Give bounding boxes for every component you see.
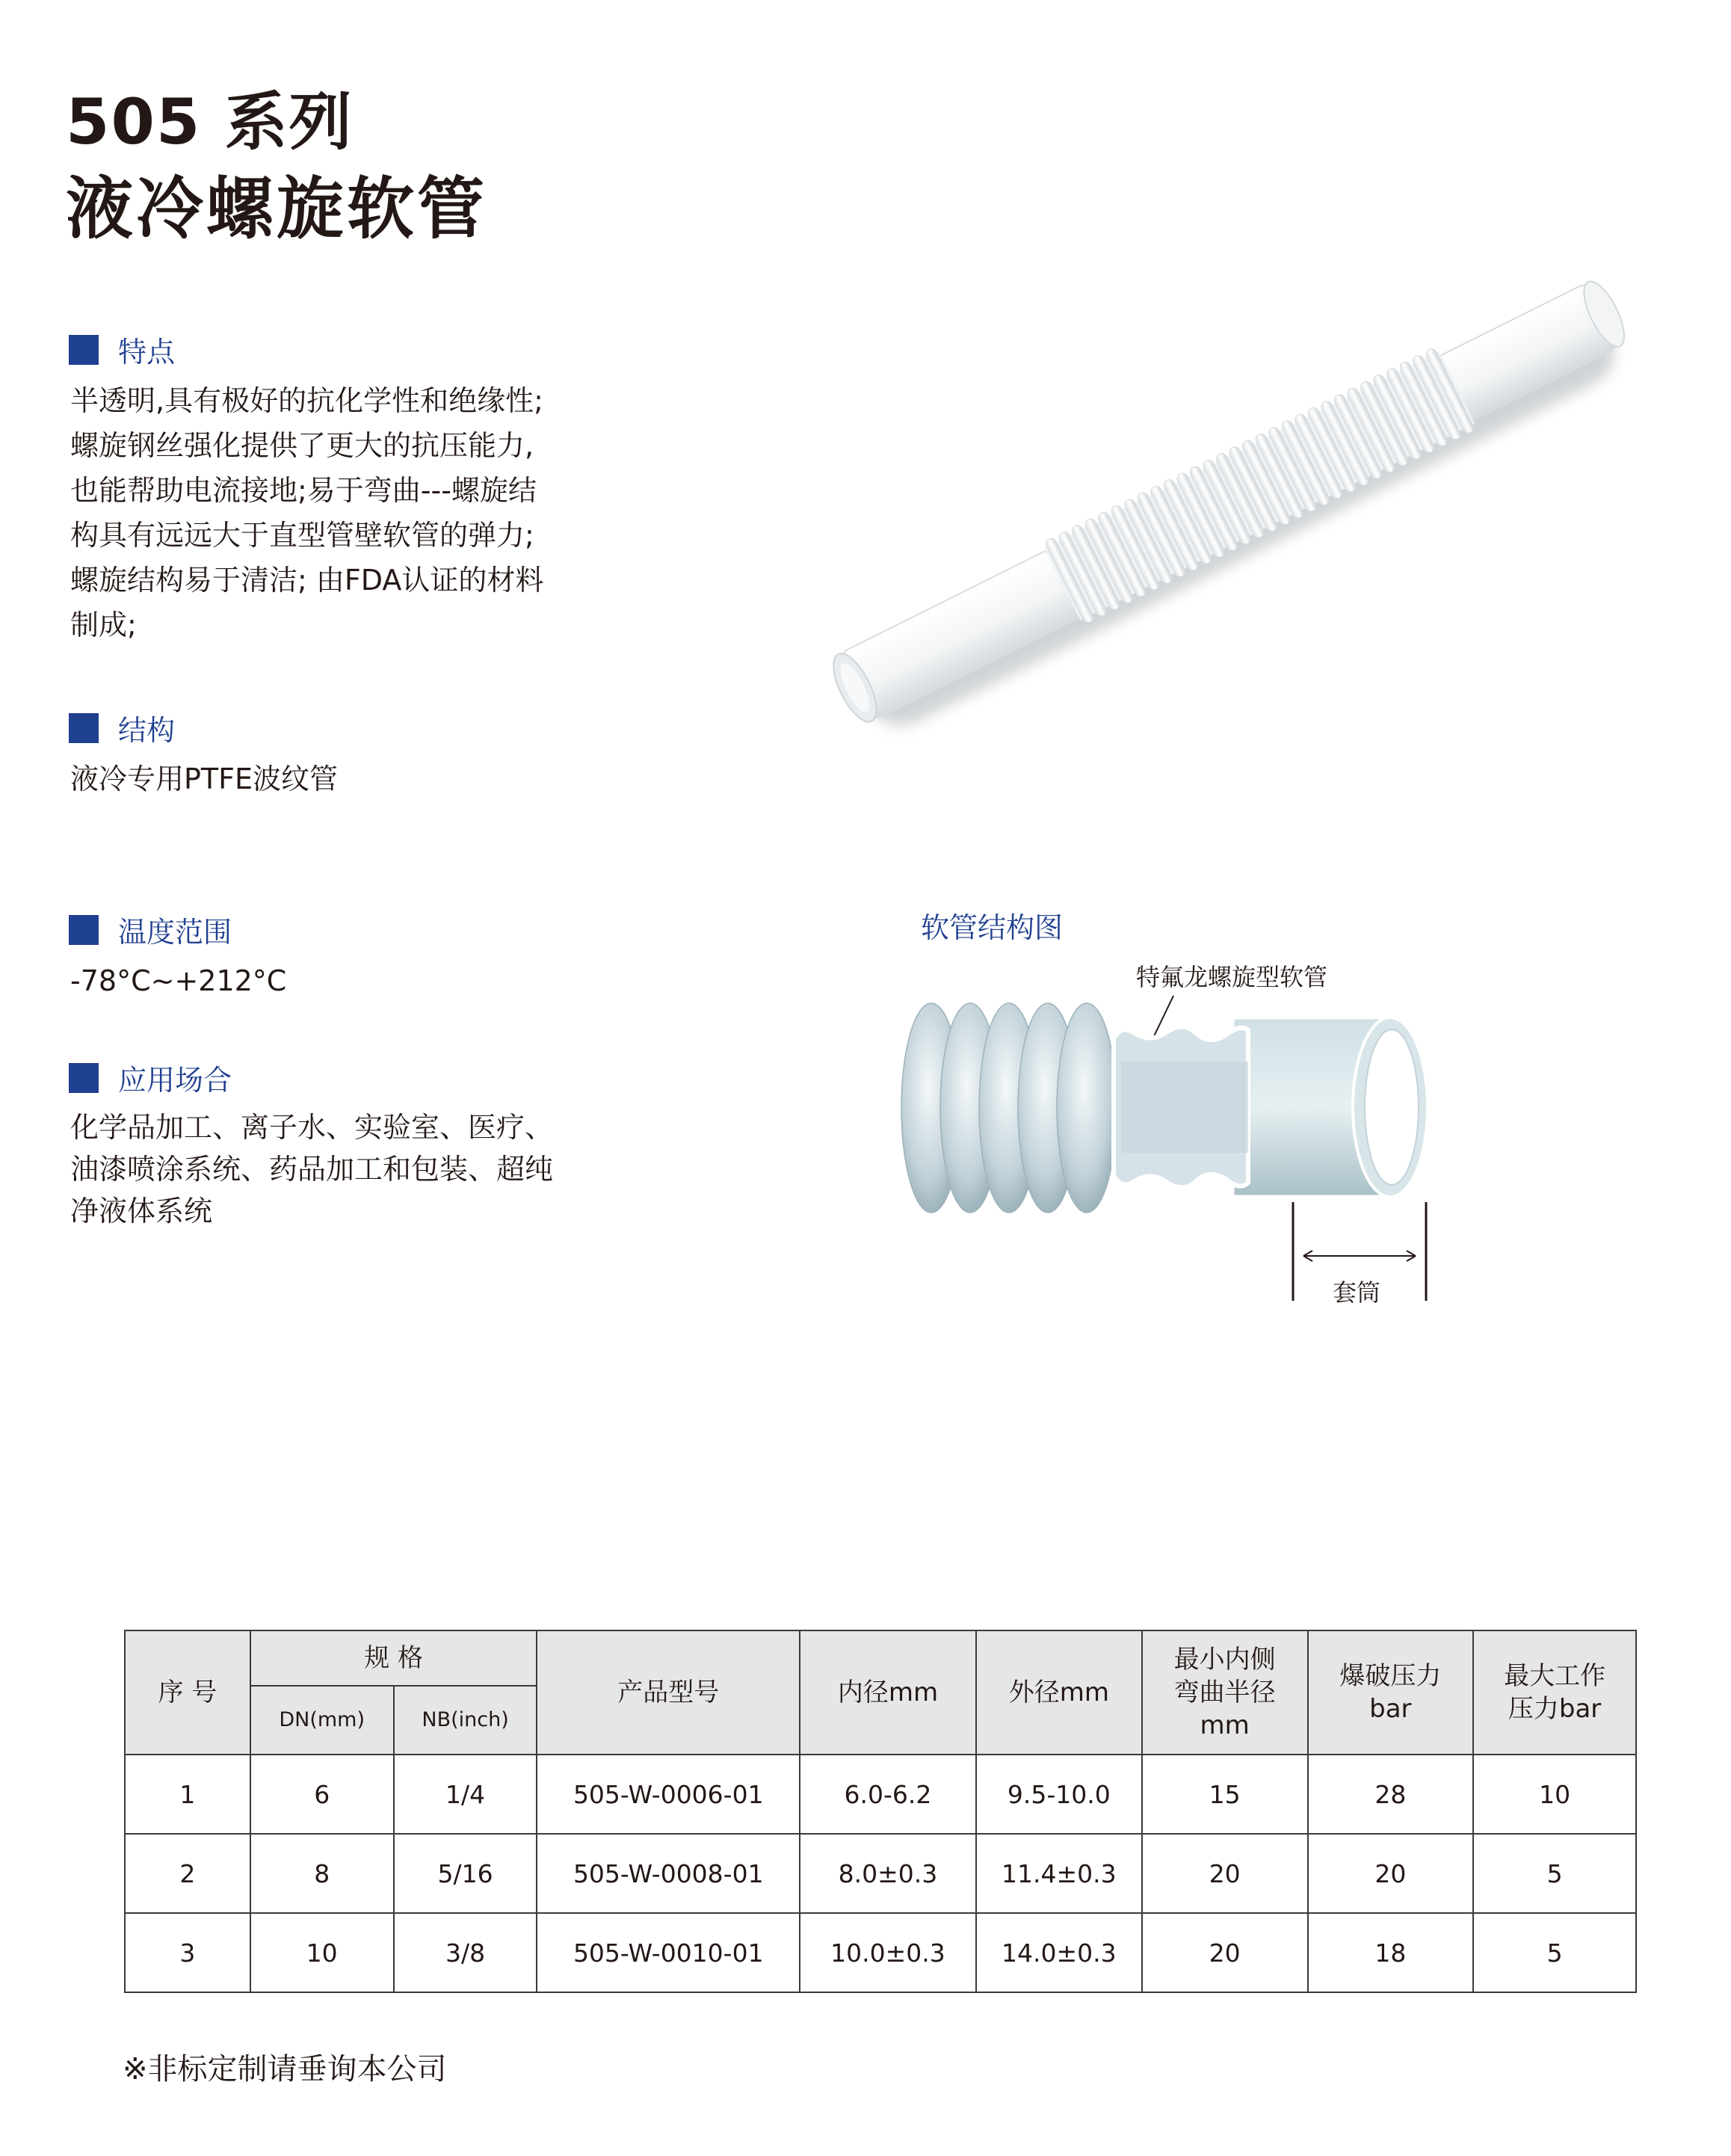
cell-dn: 10: [250, 1913, 394, 1992]
section-title: 温度范围: [118, 916, 232, 949]
cell-model: 505-W-0006-01: [537, 1755, 800, 1834]
hose-product-image: [770, 247, 1689, 755]
cell-outer-diameter: 11.4±0.3: [976, 1834, 1142, 1913]
features-line: 螺旋钢丝强化提供了更大的抗压能力,: [70, 429, 534, 462]
cell-outer-diameter: 14.0±0.3: [976, 1913, 1142, 1992]
header-line: 压力bar: [1508, 1694, 1602, 1724]
header-line: 弯曲半径: [1173, 1678, 1276, 1707]
features-line: 制成;: [70, 609, 137, 641]
cell-dn: 8: [250, 1834, 394, 1913]
section-temperature-heading: [69, 909, 232, 950]
cell-nb: 5/16: [394, 1834, 537, 1913]
cell-nb: 1/4: [394, 1755, 537, 1834]
diagram-label-sleeve: 套筒: [1333, 1278, 1381, 1307]
header-line: 最小内侧: [1173, 1645, 1276, 1675]
cell-bend-radius: 20: [1142, 1834, 1308, 1913]
cell-no: 3: [125, 1913, 250, 1992]
cell-dn: 6: [250, 1755, 394, 1834]
features-line: 也能帮助电流接地;易于弯曲---螺旋结: [70, 474, 537, 507]
table-row: [125, 1755, 1636, 1834]
features-line: 半透明,具有极好的抗化学性和绝缘性;: [70, 384, 543, 417]
header-burst-pressure: [1308, 1630, 1474, 1755]
section-marker-icon: [69, 335, 99, 365]
header-line: 爆破压力: [1339, 1661, 1442, 1691]
header-dn: DN(mm): [250, 1686, 394, 1755]
cell-bend-radius: 15: [1142, 1755, 1308, 1834]
diagram-label-hose: 特氟龙螺旋型软管: [1136, 963, 1328, 991]
footnote: ※非标定制请垂询本公司: [123, 2052, 447, 2086]
cell-inner-diameter: 8.0±0.3: [800, 1834, 976, 1913]
section-structure-heading: [69, 707, 175, 748]
cell-model: 505-W-0008-01: [537, 1834, 800, 1913]
header-working-pressure: [1473, 1630, 1636, 1755]
hose-structure-diagram: [897, 949, 1495, 1323]
diagram-title: 软管结构图: [921, 911, 1064, 944]
structure-text: 液冷专用PTFE波纹管: [70, 763, 338, 795]
cell-working-pressure: 5: [1473, 1913, 1636, 1992]
header-nb: NB(inch): [394, 1686, 537, 1755]
section-features-heading: [69, 329, 175, 370]
cell-bend-radius: 20: [1142, 1913, 1308, 1992]
header-inner-diameter: 内径mm: [800, 1630, 976, 1755]
table-row: [125, 1913, 1636, 1992]
section-marker-icon: [69, 1063, 99, 1093]
cell-working-pressure: 10: [1473, 1755, 1636, 1834]
cell-burst-pressure: 20: [1308, 1834, 1474, 1913]
section-title: 结构: [118, 714, 176, 747]
cell-model: 505-W-0010-01: [537, 1913, 800, 1992]
cell-burst-pressure: 18: [1308, 1913, 1474, 1992]
cell-outer-diameter: 9.5-10.0: [976, 1755, 1142, 1834]
header-model: 产品型号: [537, 1630, 800, 1755]
page-title-product: 液冷螺旋软管: [66, 170, 487, 248]
header-no: 序 号: [125, 1630, 250, 1755]
page-title-series: 505 系列: [66, 85, 354, 158]
header-line: 最大工作: [1504, 1661, 1606, 1691]
features-line: 构具有远远大于直型管壁软管的弹力;: [70, 519, 534, 552]
header-line: mm: [1200, 1710, 1250, 1740]
application-line: 油漆喷涂系统、药品加工和包装、超纯: [70, 1153, 554, 1186]
cell-working-pressure: 5: [1473, 1834, 1636, 1913]
cell-burst-pressure: 28: [1308, 1755, 1474, 1834]
application-line: 化学品加工、离子水、实验室、医疗、: [70, 1111, 554, 1144]
features-line: 螺旋结构易于清洁; 由FDA认证的材料: [70, 564, 544, 597]
header-spec: 规 格: [250, 1630, 537, 1686]
features-text: [70, 378, 543, 647]
application-text: [70, 1106, 553, 1232]
cell-no: 1: [125, 1755, 250, 1834]
section-title: 应用场合: [118, 1064, 232, 1097]
header-bend-radius: [1142, 1630, 1308, 1755]
cell-inner-diameter: 6.0-6.2: [800, 1755, 976, 1834]
spec-table: [124, 1630, 1637, 1993]
section-title: 特点: [118, 336, 176, 369]
header-outer-diameter: 外径mm: [976, 1630, 1142, 1755]
header-line: bar: [1369, 1694, 1412, 1724]
cell-inner-diameter: 10.0±0.3: [800, 1913, 976, 1992]
section-application-heading: [69, 1057, 232, 1098]
temperature-text: -78°C~+212°C: [70, 964, 287, 997]
diagram-rib: [1057, 1003, 1117, 1213]
application-line: 净液体系统: [70, 1195, 213, 1228]
table-row: [125, 1834, 1636, 1913]
cell-no: 2: [125, 1834, 250, 1913]
cell-nb: 3/8: [394, 1913, 537, 1992]
section-marker-icon: [69, 915, 99, 945]
section-marker-icon: [69, 713, 99, 743]
